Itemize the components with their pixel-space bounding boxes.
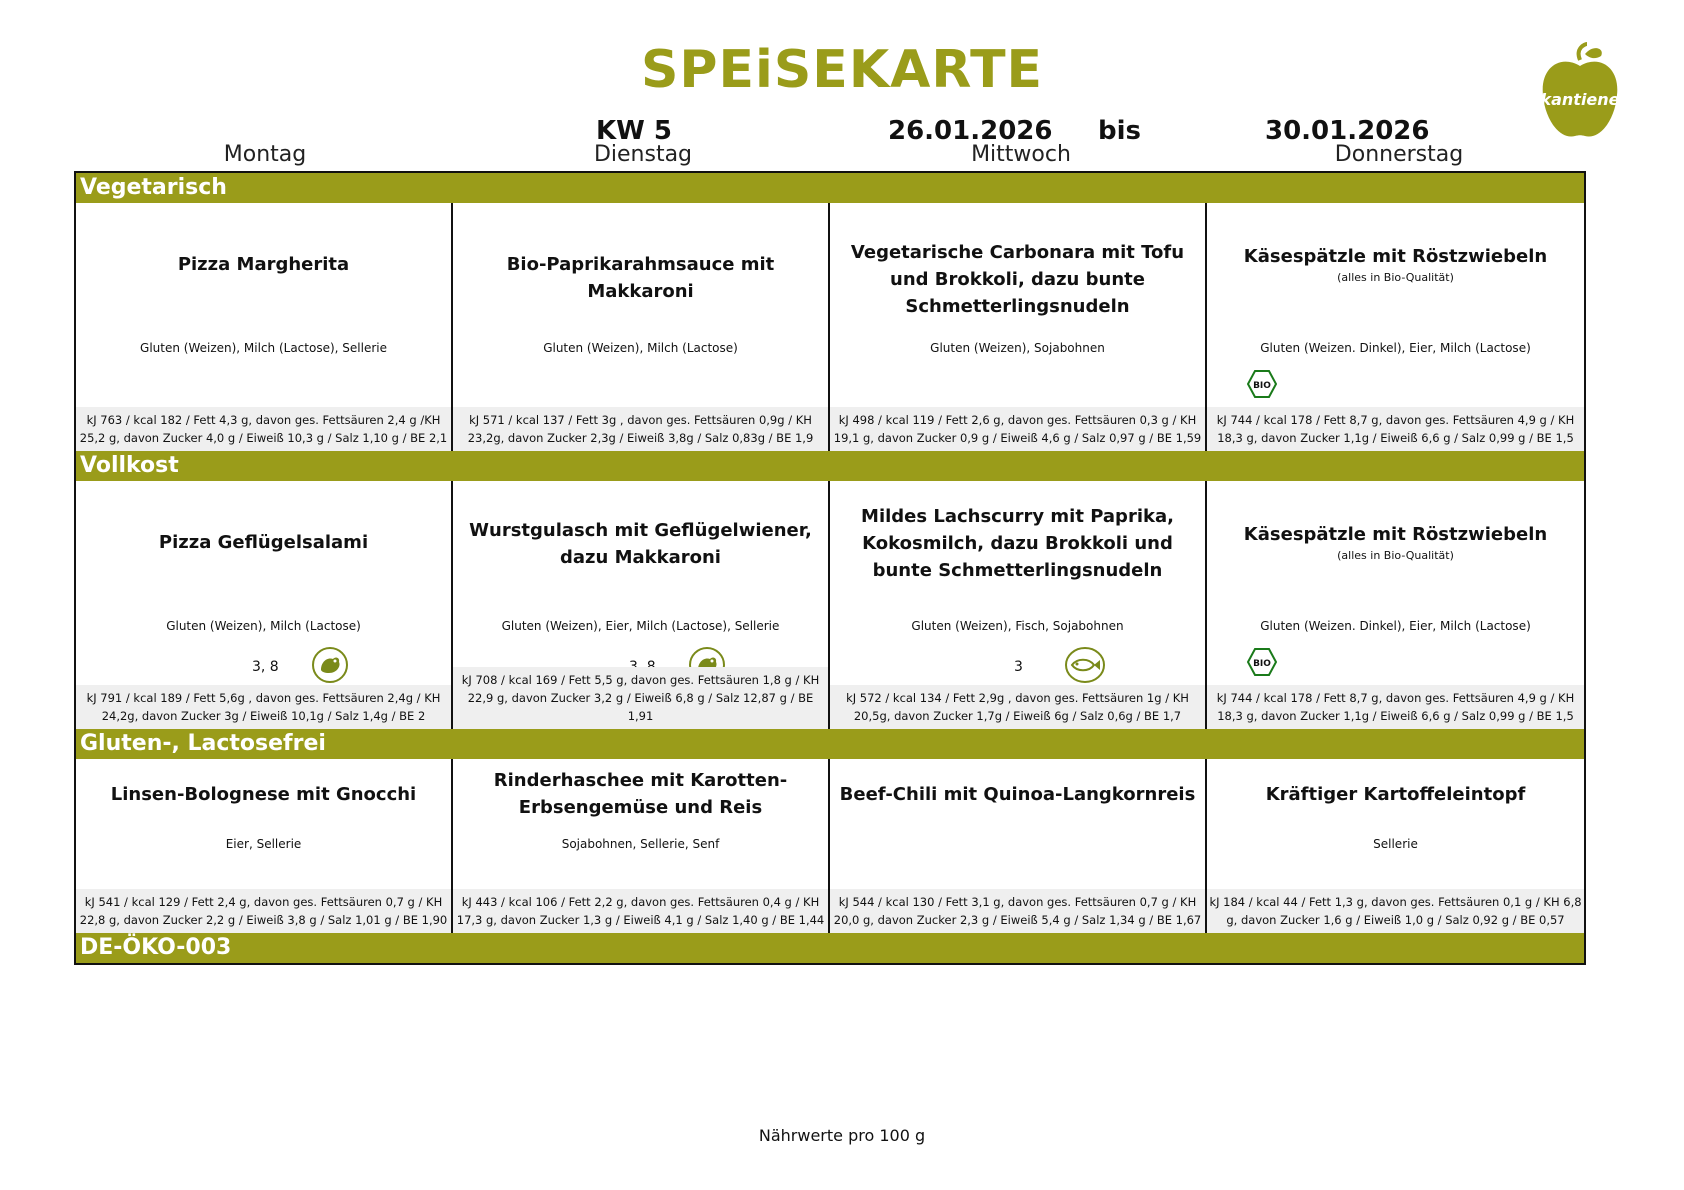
additives-code: 3 <box>1014 659 1023 675</box>
allergen-text: Gluten (Weizen), Fisch, Sojabohnen <box>911 619 1124 633</box>
additives-code: 3, 8 <box>252 659 279 675</box>
menu-cell <box>1207 481 1584 729</box>
page-title: SPEiSEKARTE <box>640 40 1044 100</box>
nutrition-info: kJ 184 / kcal 44 / Fett 1,3 g, davon ges. Fettsäuren 0,1 g / KH 6,8 g, davon Zucker 1,6 g / Eiweiß 1,0 g / Salz 0,92 g / BE 0,57 <box>1207 889 1584 933</box>
certification-band: DE-ÖKO-003 <box>76 933 1584 963</box>
week-label: KW 5 <box>596 116 672 146</box>
menu-cell <box>76 203 453 451</box>
dish-name: Bio-Paprikarahmsauce mit Makkaroni <box>506 254 775 302</box>
section-row-vegetarisch <box>76 203 1584 451</box>
menu-cell <box>453 203 830 451</box>
footer-note: Nährwerte pro 100 g <box>758 1126 926 1145</box>
nutrition-info: kJ 708 / kcal 169 / Fett 5,5 g, davon ges. Fettsäuren 1,8 g / KH 22,9 g, davon Zucker 3,2 g / Eiweiß 6,8 g / Salz 12,87 g / BE 1,91 <box>453 667 828 729</box>
bio-seal-text: BIO <box>1253 381 1271 391</box>
section-band-glutenfrei: Gluten-, Lactosefrei <box>76 729 1584 759</box>
allergen-text: Sellerie <box>1373 837 1418 851</box>
menu-cell <box>830 759 1207 933</box>
menu-cell <box>76 759 453 933</box>
dish-name: Rinderhaschee mit Karotten-Erbsengemüse und Reis <box>493 770 788 818</box>
kantine-apple-logo <box>1535 40 1625 150</box>
nutrition-info: kJ 763 / kcal 182 / Fett 4,3 g, davon ges. Fettsäuren 2,4 g /KH 25,2 g, davon Zucker 4,0 g / Eiweiß 10,3 g / Salz 1,10 g / BE 2,1 <box>76 407 451 451</box>
menu-cell <box>830 481 1207 729</box>
section-band-vegetarisch: Vegetarisch <box>76 173 1584 203</box>
dish-name: Vegetarische Carbonara mit Tofu und Brokkoli, dazu bunte Schmetterlingsnudeln <box>850 242 1185 317</box>
dish-name: Käsespätzle mit Röstzwiebeln <box>1243 246 1548 267</box>
date-to: 30.01.2026 <box>1265 116 1430 146</box>
bio-seal-icon <box>1247 369 1277 399</box>
dish-name: Käsespätzle mit Röstzwiebeln <box>1243 524 1548 545</box>
dish-subtitle: (alles in Bio-Qualität) <box>1337 271 1454 284</box>
date-from: 26.01.2026 <box>888 116 1053 146</box>
bio-seal-icon <box>1247 647 1277 677</box>
allergen-text: Sojabohnen, Sellerie, Senf <box>561 837 720 851</box>
allergen-text: Gluten (Weizen), Milch (Lactose), Sellerie <box>140 341 387 355</box>
dish-subtitle: (alles in Bio-Qualität) <box>1337 549 1454 562</box>
allergen-text: Gluten (Weizen. Dinkel), Eier, Milch (Lactose) <box>1260 341 1531 355</box>
nutrition-info: kJ 541 / kcal 129 / Fett 2,4 g, davon ges. Fettsäuren 0,7 g / KH 22,8 g, davon Zucker 2,2 g / Eiweiß 3,8 g / Salz 1,01 g / BE 1,90 <box>76 889 451 933</box>
nutrition-info: kJ 791 / kcal 189 / Fett 5,6g , davon ges. Fettsäuren 2,4g / KH 24,2g, davon Zucker 3g / Eiweiß 10,1g / Salz 1,4g / BE 2 <box>76 685 451 729</box>
allergen-text: Gluten (Weizen), Milch (Lactose) <box>166 619 361 633</box>
menu-cell <box>453 481 830 729</box>
menu-cell <box>830 203 1207 451</box>
nutrition-info: kJ 544 / kcal 130 / Fett 3,1 g, davon ges. Fettsäuren 0,7 g / KH 20,0 g, davon Zucker 2,3 g / Eiweiß 5,4 g / Salz 1,34 g / BE 1,67 <box>830 889 1205 933</box>
dish-name: Linsen-Bolognese mit Gnocchi <box>110 784 417 805</box>
nutrition-info: kJ 572 / kcal 134 / Fett 2,9g , davon ges. Fettsäuren 1g / KH 20,5g, davon Zucker 1,7g / Eiweiß 6g / Salz 0,6g / BE 1,7 <box>830 685 1205 729</box>
day-monday: Montag <box>223 142 307 167</box>
dish-name: Pizza Margherita <box>177 254 350 275</box>
dish-name: Kräftiger Kartoffeleintopf <box>1265 784 1526 805</box>
allergen-text: Eier, Sellerie <box>225 837 302 851</box>
day-wednesday: Mittwoch <box>971 142 1071 167</box>
nutrition-info: kJ 744 / kcal 178 / Fett 8,7 g, davon ges. Fettsäuren 4,9 g / KH 18,3 g, davon Zucker 1,1g / Eiweiß 6,6 g / Salz 0,99 g / BE 1,5 <box>1207 685 1584 729</box>
menu-cell <box>76 481 453 729</box>
until-label: bis <box>1098 116 1141 146</box>
allergen-text: Gluten (Weizen), Eier, Milch (Lactose), Sellerie <box>501 619 780 633</box>
bio-seal-text: BIO <box>1253 659 1271 669</box>
nutrition-info: kJ 571 / kcal 137 / Fett 3g , davon ges. Fettsäuren 0,9g / KH 23,2g, davon Zucker 2,3g / Eiweiß 3,8g / Salz 0,83g / BE 1,9 <box>453 407 828 451</box>
nutrition-info: kJ 744 / kcal 178 / Fett 8,7 g, davon ges. Fettsäuren 4,9 g / KH 18,3 g, davon Zucker 1,1g / Eiweiß 6,6 g / Salz 0,99 g / BE 1,5 <box>1207 407 1584 451</box>
section-row-vollkost <box>76 481 1584 729</box>
menu-cell <box>1207 759 1584 933</box>
day-tuesday: Dienstag <box>593 142 693 167</box>
fish-icon <box>1065 646 1105 684</box>
poultry-icon <box>311 646 349 684</box>
nutrition-info: kJ 498 / kcal 119 / Fett 2,6 g, davon ges. Fettsäuren 0,3 g / KH 19,1 g, davon Zucker 0,9 g / Eiweiß 4,6 g / Salz 0,97 g / BE 1,59 <box>830 407 1205 451</box>
section-band-vollkost: Vollkost <box>76 451 1584 481</box>
logo-text: kantiene <box>1540 90 1620 109</box>
dish-name: Beef-Chili mit Quinoa-Langkornreis <box>839 784 1196 805</box>
dish-name: Wurstgulasch mit Geflügelwiener, dazu Makkaroni <box>469 520 812 568</box>
section-row-glutenfrei <box>76 759 1584 933</box>
nutrition-info: kJ 443 / kcal 106 / Fett 2,2 g, davon ges. Fettsäuren 0,4 g / KH 17,3 g, davon Zucker 1,3 g / Eiweiß 4,1 g / Salz 1,40 g / BE 1,44 <box>453 889 828 933</box>
allergen-text: Gluten (Weizen), Sojabohnen <box>930 341 1105 355</box>
dish-name: Mildes Lachscurry mit Paprika, Kokosmilch, dazu Brokkoli und bunte Schmetterlingsnudeln <box>861 506 1174 581</box>
allergen-text: Gluten (Weizen), Milch (Lactose) <box>543 341 738 355</box>
dish-block <box>1207 521 1584 564</box>
dish-name: Pizza Geflügelsalami <box>158 532 369 553</box>
menu-cell <box>453 759 830 933</box>
dish-block <box>1207 243 1584 286</box>
day-thursday: Donnerstag <box>1334 142 1464 167</box>
menu-grid <box>74 171 1586 965</box>
allergen-text: Gluten (Weizen. Dinkel), Eier, Milch (Lactose) <box>1260 619 1531 633</box>
menu-cell <box>1207 203 1584 451</box>
